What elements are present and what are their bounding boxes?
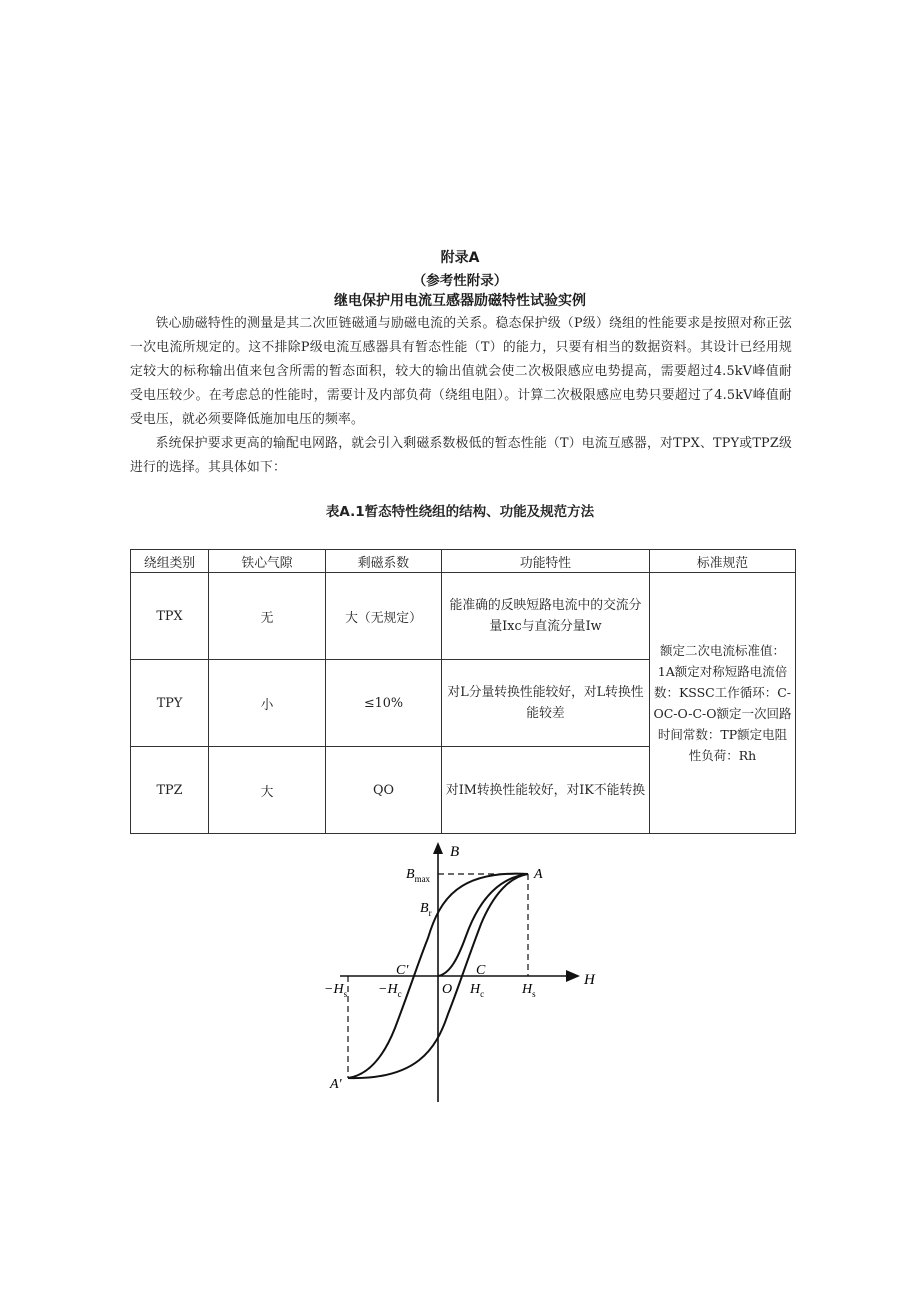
table-header-row <box>131 550 796 573</box>
cell-function: 对L分量转换性能较好，对L转换性能较差 <box>442 660 650 747</box>
cell-gap: 大 <box>209 747 326 834</box>
hc-label: $H_c$ <box>470 982 485 999</box>
header-remanence: 剩磁系数 <box>326 550 442 573</box>
cell-function: 能准确的反映短路电流中的交流分量Ixc与直流分量Iw <box>442 573 650 660</box>
header-class: 绕组类别 <box>131 550 209 573</box>
transient-winding-table <box>130 549 796 834</box>
point-c-label: C <box>476 963 486 978</box>
initial-magnetization-curve <box>438 874 528 976</box>
h-axis-label: H <box>584 972 595 988</box>
point-a-label: A <box>534 867 543 882</box>
appendix-title: 继电保护用电流互感器励磁特性试验实例 <box>334 293 586 309</box>
br-label: $B_r$ <box>420 901 432 918</box>
point-c-prime-label: C' <box>396 963 409 978</box>
table-caption: 表A.1暂态特性绕组的结构、功能及规范方法 <box>325 504 595 520</box>
cell-function: 对IM转换性能较好，对IK不能转换 <box>442 747 650 834</box>
header-function: 功能特性 <box>442 550 650 573</box>
cell-class: TPZ <box>131 747 209 834</box>
b-axis-arrow <box>433 842 443 854</box>
cell-class: TPX <box>131 573 209 660</box>
cell-remanence: 大（无规定） <box>326 573 442 660</box>
cell-standard: 额定二次电流标准值：1A额定对称短路电流倍数：KSSC工作循环：C-OC-O-C-O额定一次回路时间常数：TP额定电阻性负荷：Rh <box>650 573 796 834</box>
header-gap: 铁心气隙 <box>209 550 326 573</box>
neg-hs-label: $-H_s$ <box>324 982 348 999</box>
paragraph-2: 系统保护要求更高的输配电网路，就会引入剩磁系数极低的暂态性能（T）电流互感器，对TPX、TPY或TPZ级进行的选择。其具体如下： <box>130 436 792 475</box>
paragraph-1: 铁心励磁特性的测量是其二次匝链磁通与励磁电流的关系。稳态保护级（P级）绕组的性能要求是按照对称正弦一次电流所规定的。这不排除P级电流互感器具有暂态性能（T）的能力，只要有相当的数据资料。其设计已经用规定较大的标称输出值来包含所需的暂态面积，较大的输出值就会使二次极限感应电势提高，需要超过4.5kV峰值耐受电压较少。在考虑总的性能时，需要计及内部负荷（绕组电阻）。计算二次极限感应电势只要超过了4.5kV峰值耐受电压，就必须要降低施加电压的频率。 <box>130 316 792 427</box>
cell-gap: 无 <box>209 573 326 660</box>
bmax-label: $B_{max}$ <box>406 867 431 884</box>
hs-label: $H_s$ <box>522 982 536 999</box>
h-axis-arrow <box>566 970 580 982</box>
point-a-prime-label: A' <box>330 1077 342 1092</box>
table-row <box>131 573 796 660</box>
origin-label: O <box>442 982 453 997</box>
hysteresis-loop-figure <box>300 838 620 1108</box>
cell-remanence: ≤10% <box>326 660 442 747</box>
header-standard: 标准规范 <box>650 550 796 573</box>
cell-class: TPY <box>131 660 209 747</box>
neg-hc-label: $-H_c$ <box>378 982 402 999</box>
b-axis-label: B <box>450 844 460 860</box>
appendix-heading: 附录A <box>440 250 480 266</box>
cell-remanence: QO <box>326 747 442 834</box>
cell-gap: 小 <box>209 660 326 747</box>
informative-note: （参考性附录） <box>412 273 508 289</box>
